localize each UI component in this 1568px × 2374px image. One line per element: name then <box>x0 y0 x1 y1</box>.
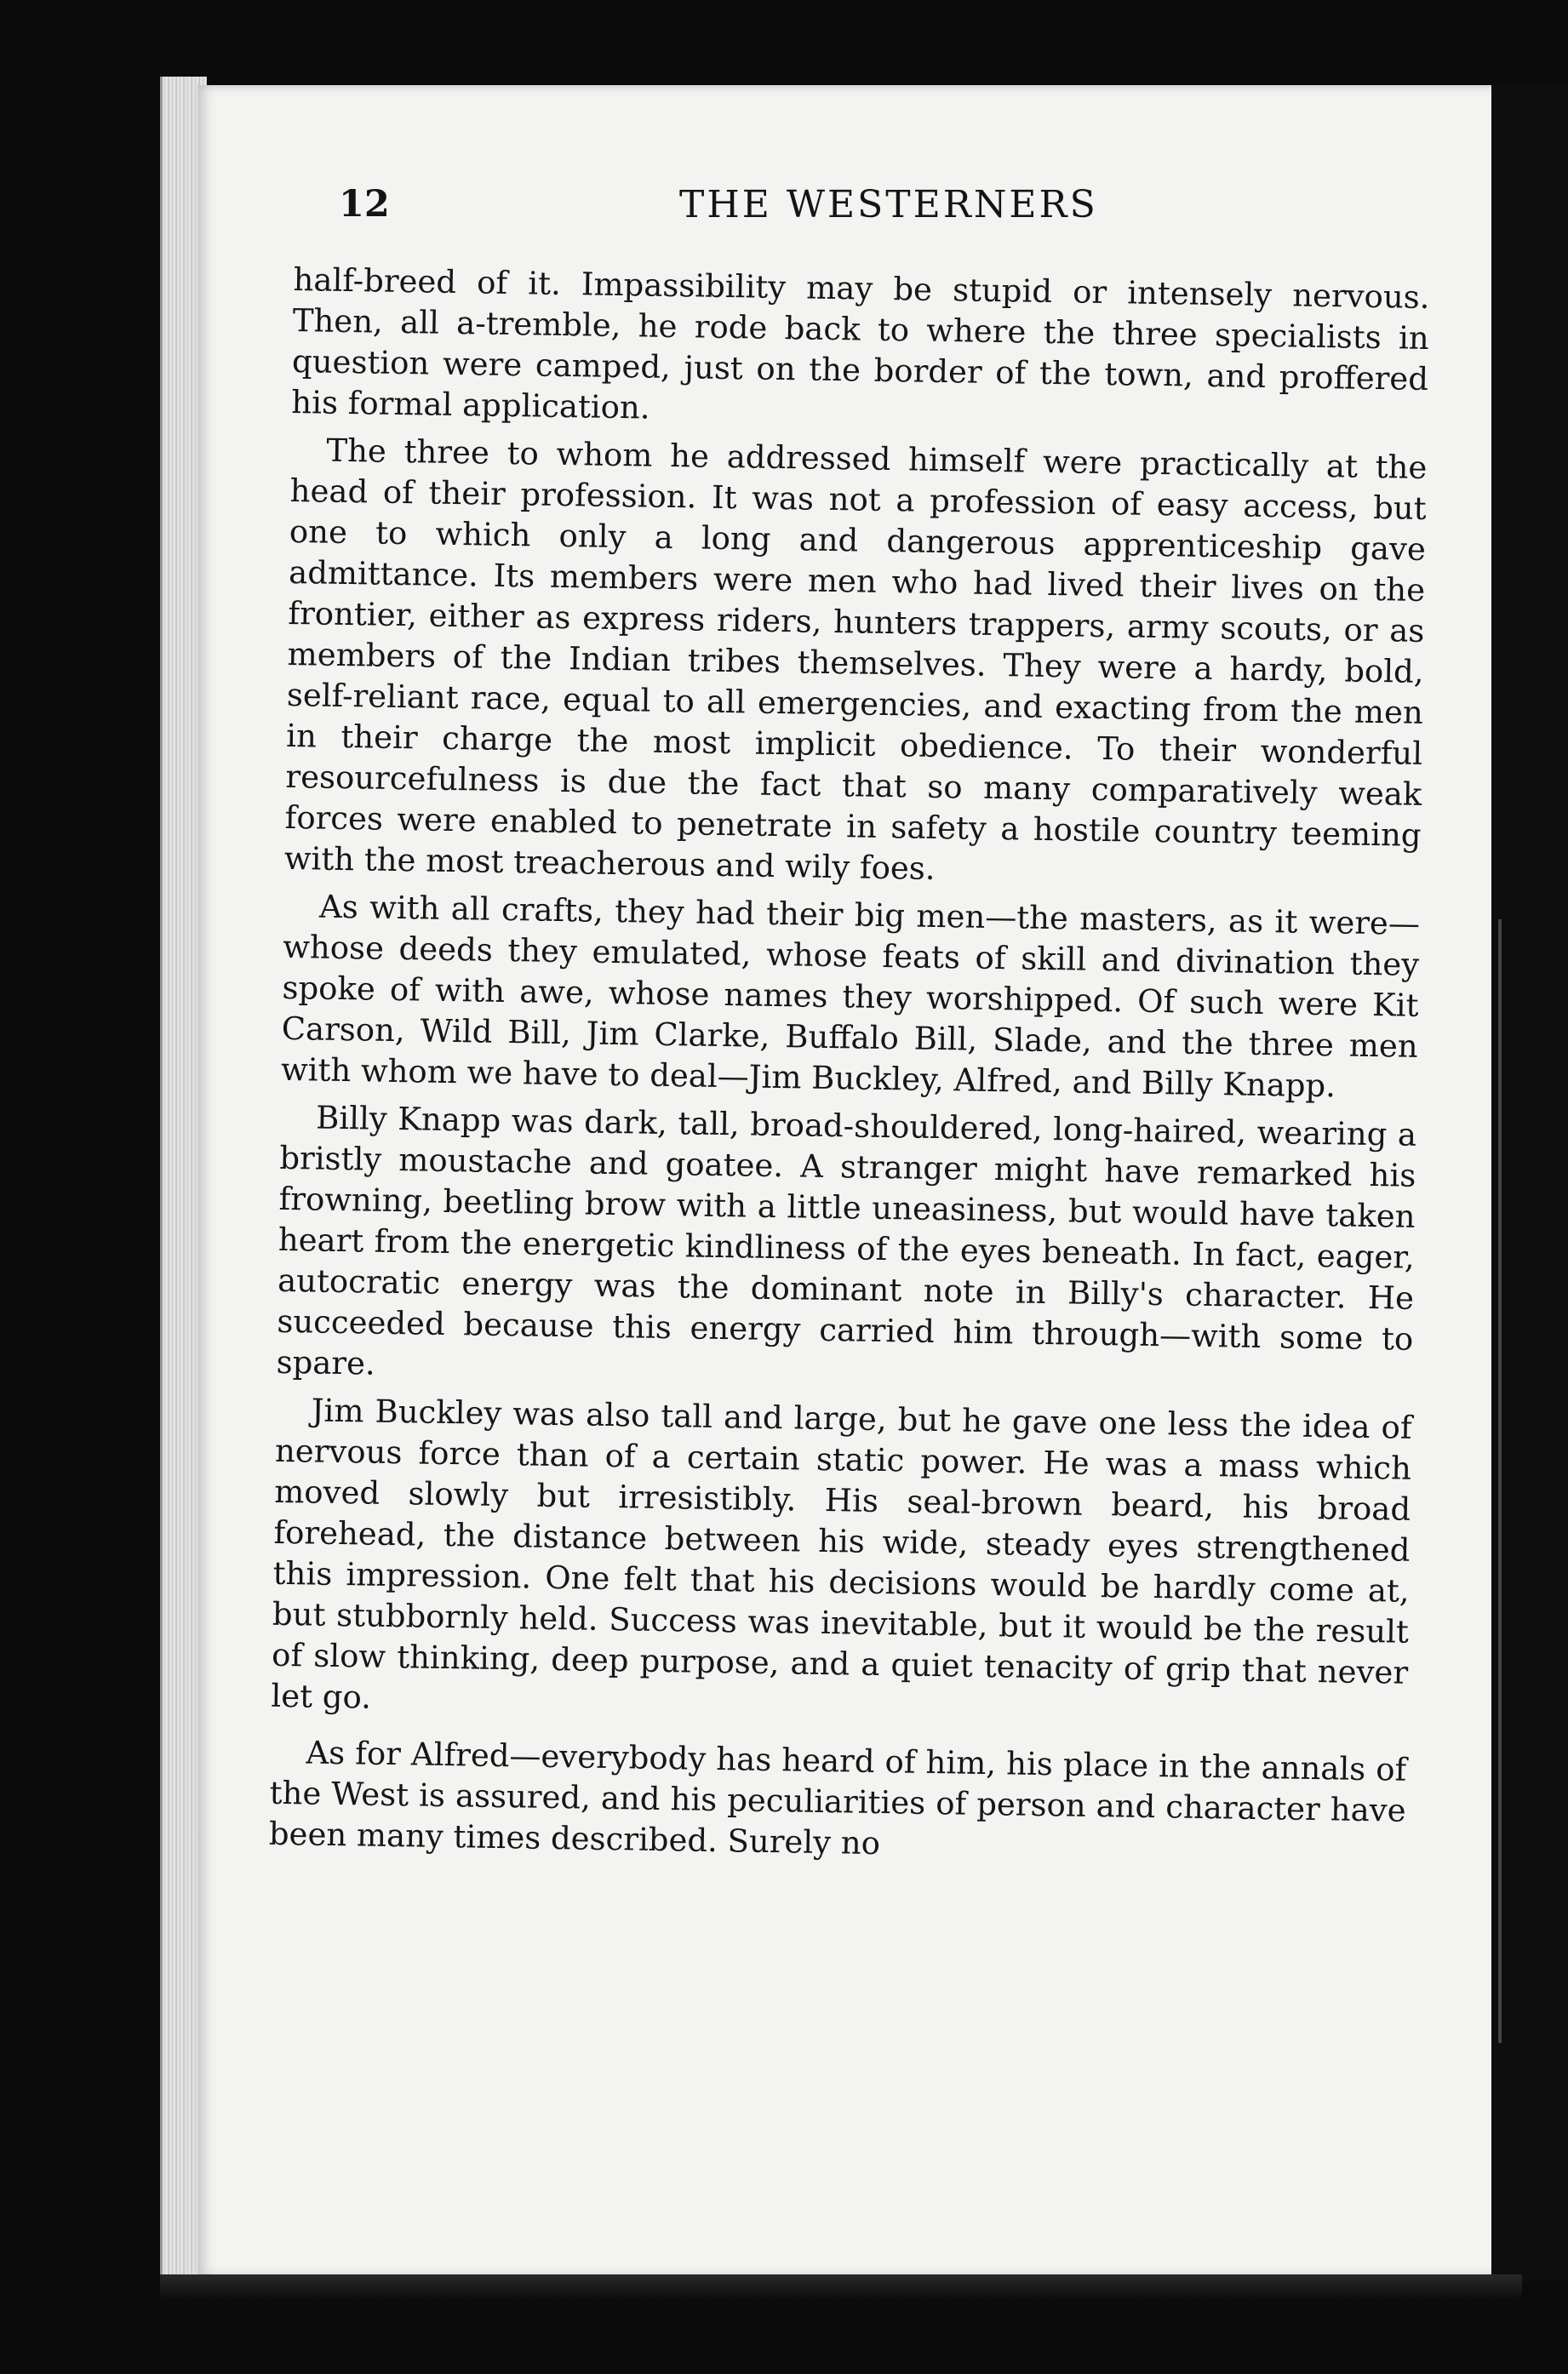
paragraph-3: As with all crafts, they had their big men—the masters, as it were—whose deeds they emulated, whose feats of skill and divination they spoke of with awe, whose names they worshipped. Of such were Kit Carson, Wild Bill, Jim Clarke, Buffalo Bill, Slade, and the three men with whom we have to deal—Jim Buckley, Alfred, and Billy Knapp. <box>280 888 1421 1105</box>
bottom-shadow <box>160 2274 1522 2300</box>
right-edge-line <box>1498 919 1502 2043</box>
paragraph-4: Billy Knapp was dark, tall, broad-shouldered, long-haired, wearing a bristly moustache and goatee. A stranger might have remarked his frowning, beetling brow with a little uneasiness, but would have taken heart from the energetic kindliness of the eyes beneath. In fact, eager, autocratic energy was the dominant note in Billy's character. He succeeded because this energy carried him through—with some to spare. <box>276 1099 1417 1382</box>
paragraph-1: half-breed of it. Impassibility may be stupid or intensely nervous. Then, all a-tremble, he rode back to where the three specialists in question were camped, just on the border of the town, and proffered his formal application. <box>291 260 1430 426</box>
running-head: THE WESTERNERS <box>679 183 1098 226</box>
page-header <box>339 183 1471 251</box>
paragraph-2: The three to whom he addressed himself were practically at the head of their profession. It was not a profession of easy access, but one to which only a long and dangerous apprenticeship gave admittance. Its members were men who had lived their lives on the frontier, either as express riders, hunters trappers, army scouts, or as members of the Indian tribes themselves. They were a hardy, bold, self-reliant race, equal to all emergencies, and exacting from the men in their charge the most implicit obedience. To their wonderful resourcefulness is due the fact that so many comparatively weak forces were enabled to penetrate in safety a hostile country teeming with the most treacherous and wily foes. <box>283 432 1428 887</box>
right-margin-shadow <box>1491 85 1568 2281</box>
paragraph-6: As for Alfred—everybody has heard of him, his place in the annals of the West is assured, and his peculiarities of person and character have been many times described. Surely no <box>268 1734 1407 1862</box>
paragraph-5: Jim Buckley was also tall and large, but he gave one less the idea of nervous force than of a certain static power. He was a mass which moved slowly but irresistibly. His seal-brown beard, his broad forehead, the distance between his wide, steady eyes strengthened this impression. One felt that his decisions would be hardly come at, but stubbornly held. Success was inevitable, but it would be the result of slow thinking, deep purpose, and a quiet tenacity of grip that never let go. <box>271 1392 1412 1716</box>
page-number: 12 <box>339 183 390 226</box>
body-text <box>268 260 1429 1879</box>
